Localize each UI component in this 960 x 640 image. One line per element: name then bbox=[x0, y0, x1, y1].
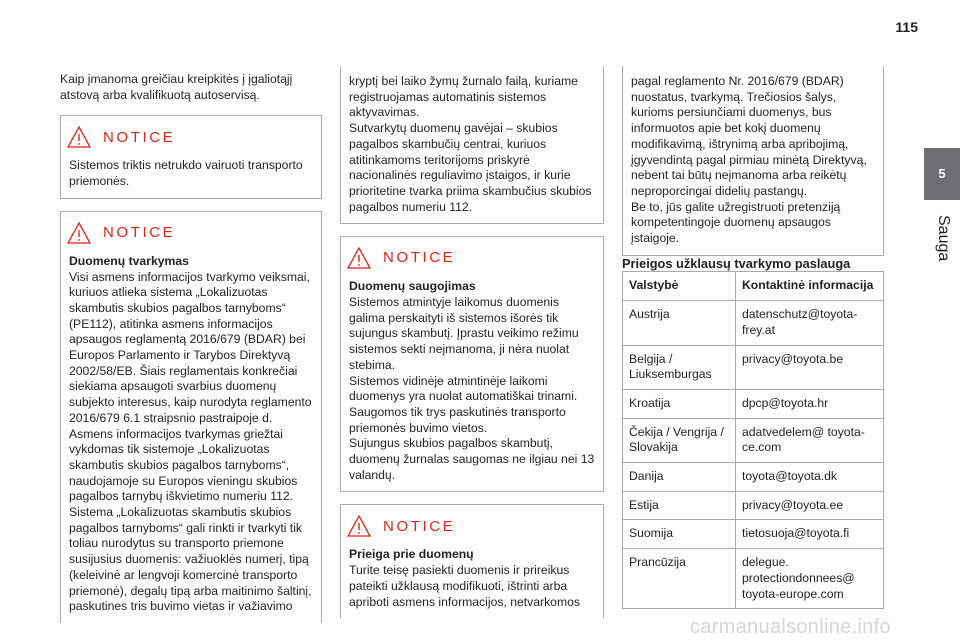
table-row bbox=[623, 463, 884, 492]
email-cell[interactable]: toyota@toyota.dk bbox=[736, 463, 884, 492]
country-cell: Suomija bbox=[623, 520, 736, 549]
country-cell: Belgija / Liuksemburgas bbox=[623, 345, 736, 389]
country-cell: Prancūzija bbox=[623, 549, 736, 609]
notice-title: NOTICE bbox=[103, 223, 176, 241]
table-row bbox=[623, 301, 884, 345]
country-cell: Estija bbox=[623, 491, 736, 520]
continued-notice-box bbox=[622, 66, 884, 256]
table-header-row bbox=[623, 272, 884, 301]
country-cell: Austrija bbox=[623, 301, 736, 345]
notice-title: NOTICE bbox=[383, 249, 456, 267]
notice-body bbox=[61, 252, 321, 623]
country-cell: Kroatija bbox=[623, 389, 736, 418]
continued-text: kryptį bei laiko žymų žurnalo failą, kuriame registruojamas automatinis sistemos aktyvavimas. bbox=[349, 74, 578, 120]
section-heading: Prieigos užklausų tvarkymo paslauga bbox=[622, 255, 851, 271]
continued-text: Sutvarkytų duomenų gavėjai – skubios pagalbos skambučių centrai, kuriuos atitinkamoms teritorijoms priskyrė nacionalinės reguliavimo įstaigos, ir kurie prioritetine tvarka priima skambučius skubios pagalbos numeriu 112. bbox=[349, 121, 592, 214]
chapter-number: 5 bbox=[938, 166, 946, 181]
continued-text: pagal reglamento Nr. 2016/679 (BDAR) nuostatus, tvarkymą. Trečiosios šalys, kurioms persiunčiami duomenys, bus informuotos apie bet kokį duomenų modifikavimą, ištrynimą arba apribojimą, įgyvendintą pagal pirmiau minėtą Direktyvą, nebent tai būtų neįmanoma arba reikėtų neproporcingai didelių pastangų. bbox=[631, 74, 867, 198]
table-row bbox=[623, 549, 884, 609]
contacts-table bbox=[622, 271, 884, 609]
notice-header bbox=[341, 505, 603, 545]
column-3 bbox=[622, 66, 884, 609]
notice-subtitle: Duomenų saugojimas bbox=[349, 279, 476, 294]
country-cell: Danija bbox=[623, 463, 736, 492]
continued-notice-box bbox=[340, 66, 604, 224]
notice-box-3 bbox=[340, 236, 604, 492]
email-cell[interactable]: tietosuoja@toyota.fi bbox=[736, 520, 884, 549]
notice-header bbox=[61, 212, 321, 252]
notice-text: Sistemos vidinėje atmintinėje laikomi duomenys yra nuolat automatiškai trinami. Saugomos tik trys paskutinės transporto priemonės buvimo vietos. bbox=[349, 373, 578, 435]
warning-icon bbox=[67, 222, 91, 244]
column-header: Kontaktinė informacija bbox=[736, 272, 884, 301]
notice-box-4 bbox=[340, 504, 604, 618]
notice-text: Sujungus skubios pagalbos skambutį, duomenų žurnalas saugomas ne ilgiau nei 13 valandų. bbox=[349, 436, 595, 482]
notice-text: Sistemos atmintyje laikomus duomenis galima perskaityti iš sistemos išorės tik sujungus skambutį. Įprastu veikimo režimu sistemos sekti neįmanoma, ji nėra nuolat stebima. bbox=[349, 295, 579, 372]
notice-title: NOTICE bbox=[103, 128, 176, 146]
notice-subtitle: Prieiga prie duomenų bbox=[349, 547, 474, 562]
column-1 bbox=[60, 72, 322, 623]
email-cell[interactable]: privacy@toyota.ee bbox=[736, 491, 884, 520]
chapter-title: Sauga bbox=[935, 215, 952, 262]
watermark: carmanualsonline.info bbox=[690, 616, 891, 638]
notice-body bbox=[341, 277, 603, 491]
intro-text: Kaip įmanoma greičiau kreipkitės į įgaliotąjį atstovą arba kvalifikuotą autoservisą. bbox=[60, 72, 293, 102]
table-row bbox=[623, 345, 884, 389]
email-cell[interactable]: datenschutz@toyota-frey.at bbox=[736, 301, 884, 345]
notice-body bbox=[341, 545, 603, 618]
warning-icon bbox=[347, 247, 371, 269]
chapter-sidebar bbox=[924, 0, 960, 640]
continued-text: Be to, jūs galite užregistruoti pretenziją kompetentingoje duomenų apsaugos įstaigoje. bbox=[631, 199, 841, 246]
page-number: 115 bbox=[895, 19, 918, 35]
column-header: Valstybė bbox=[623, 272, 736, 301]
warning-icon bbox=[347, 515, 371, 537]
notice-text: Turite teisę pasiekti duomenis ir prireikus pateikti užklausą modifikuoti, ištrinti arba apriboti asmens informacijos, netvarkomos bbox=[349, 563, 580, 609]
country-cell: Čekija / Vengrija / Slovakija bbox=[623, 418, 736, 462]
notice-title: NOTICE bbox=[383, 517, 456, 535]
email-cell[interactable]: adatvedelem@ toyota-ce.com bbox=[736, 418, 884, 462]
email-cell[interactable]: dpcp@toyota.hr bbox=[736, 389, 884, 418]
table-row bbox=[623, 520, 884, 549]
notice-text: Visi asmens informacijos tvarkymo veiksmai, kuriuos atlieka sistema „Lokalizuotas skambutis skubios pagalbos tarnyboms“ (PE112), atitinka asmens informacijos apsaugos reglamentą 2016/679 (BDAR) bei Europos Parlamento ir Tarybos Direktyvą 2002/58/EB. Šiais reglamentais konkrečiai siekiama apsaugoti svarbius duomenų subjekto interesus, kaip nurodyta reglamento 2016/679 6.1 straipsnio pastraipoje d. Asmens informacijos tvarkymas griežtai vykdomas tik sistemoje „Lokalizuotas skambutis skubios pagalbos tarnyboms“, naudojamoje su Europos vieningu skubios pagalbos tarnybų iškvietimo numeriu 112. Sistema „Lokalizuotas skambutis skubios pagalbos tarnyboms“ gali rinkti ir tvarkyti tik toliau nurodytus su transporto priemone susijusius duomenis: važiuoklės numerį, tipą (keleivinė ar lengvoji komercinė transporto priemonė), degalų tipą arba maitinimo šaltinį, paskutines tris buvimo vietas ir važiavimo bbox=[69, 269, 312, 614]
column-2 bbox=[340, 66, 604, 618]
notice-header bbox=[341, 237, 603, 277]
table-row bbox=[623, 491, 884, 520]
warning-icon bbox=[67, 126, 91, 148]
notice-body: Sistemos triktis netrukdo vairuoti transporto priemonės. bbox=[69, 158, 303, 189]
email-cell[interactable]: privacy@toyota.be bbox=[736, 345, 884, 389]
table-row bbox=[623, 418, 884, 462]
table-row bbox=[623, 389, 884, 418]
notice-box-2 bbox=[60, 211, 322, 623]
notice-subtitle: Duomenų tvarkymas bbox=[69, 253, 189, 268]
notice-header bbox=[61, 116, 321, 156]
notice-box-1 bbox=[60, 115, 322, 198]
email-cell[interactable]: delegue. protectiondonnees@ toyota-europe.com bbox=[736, 549, 884, 609]
